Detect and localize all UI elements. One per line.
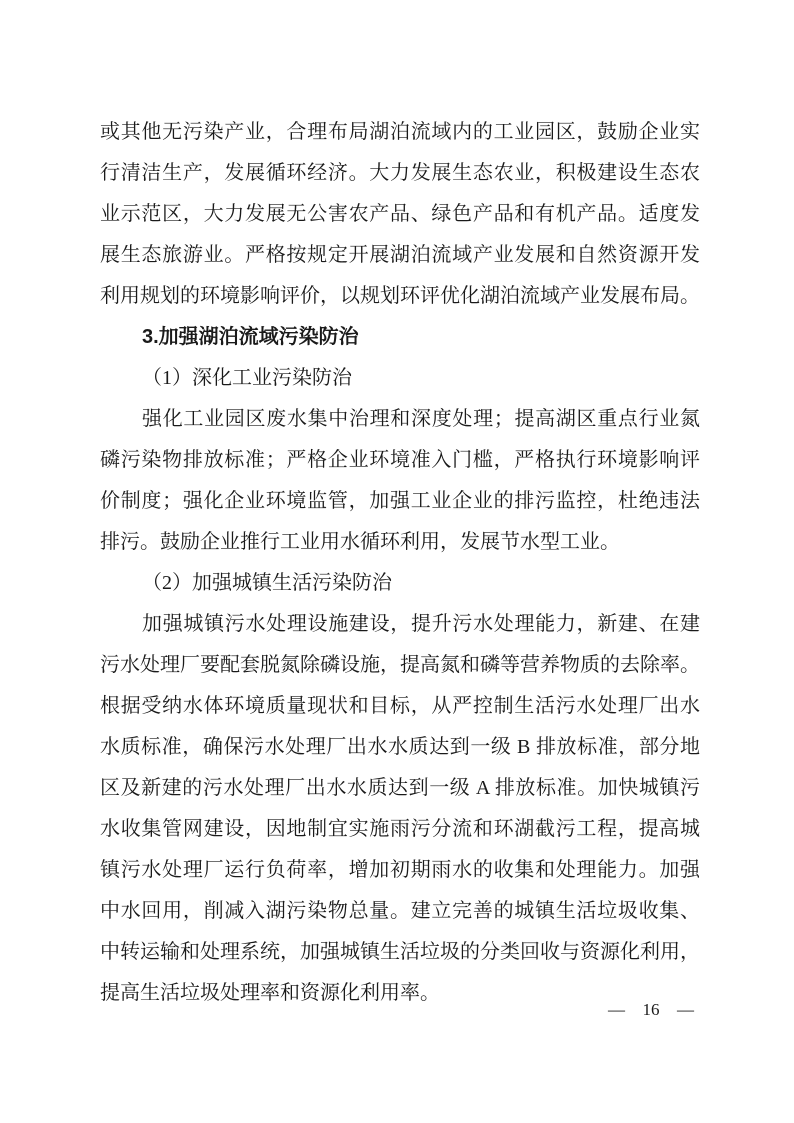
paragraph-line: 价制度；强化企业环境监管，加强工业企业的排污监控，杜绝违法 bbox=[100, 490, 700, 512]
paragraph-line: 展生态旅游业。严格按规定开展湖泊流域产业发展和自然资源开发 bbox=[100, 244, 700, 266]
paragraph-line: 污水处理厂要配套脱氮除磷设施，提高氮和磷等营养物质的去除率。 bbox=[100, 654, 700, 676]
paragraph-line: 中水回用，削减入湖污染物总量。建立完善的城镇生活垃圾收集、 bbox=[100, 900, 700, 922]
paragraph-line: 水质标准，确保污水处理厂出水水质达到一级 B 排放标准，部分地 bbox=[100, 736, 700, 758]
page-footer bbox=[608, 998, 694, 1022]
paragraph-line: 水收集管网建设，因地制宜实施雨污分流和环湖截污工程，提高城 bbox=[100, 818, 700, 840]
paragraph-line: 区及新建的污水处理厂出水水质达到一级 A 排放标准。加快城镇污 bbox=[100, 777, 700, 799]
page-number: 16 bbox=[642, 1000, 660, 1019]
paragraph-line: 中转运输和处理系统，加强城镇生活垃圾的分类回收与资源化利用， bbox=[100, 941, 700, 963]
paragraph-line: 或其他无污染产业，合理布局湖泊流域内的工业园区，鼓励企业实 bbox=[100, 121, 700, 143]
section-heading: 3.加强湖泊流域污染防治 bbox=[142, 326, 359, 348]
paragraph-line: 镇污水处理厂运行负荷率，增加初期雨水的收集和处理能力。加强 bbox=[100, 859, 700, 881]
page-number-dash-left: — bbox=[608, 1000, 625, 1019]
paragraph-line: 强化工业园区废水集中治理和深度处理；提高湖区重点行业氮 bbox=[142, 408, 700, 430]
document-body bbox=[100, 112, 700, 1014]
subsection-heading: （1）深化工业污染防治 bbox=[142, 367, 352, 389]
paragraph-line: 排污。鼓励企业推行工业用水循环利用，发展节水型工业。 bbox=[100, 531, 620, 553]
paragraph-line: 提高生活垃圾处理率和资源化利用率。 bbox=[100, 982, 440, 1004]
paragraph-line: 行清洁生产，发展循环经济。大力发展生态农业，积极建设生态农 bbox=[100, 162, 700, 184]
paragraph-line: 业示范区，大力发展无公害农产品、绿色产品和有机产品。适度发 bbox=[100, 203, 700, 225]
paragraph-line: 根据受纳水体环境质量现状和目标，从严控制生活污水处理厂出水 bbox=[100, 695, 700, 717]
subsection-heading: （2）加强城镇生活污染防治 bbox=[142, 572, 392, 594]
page-number-dash-right: — bbox=[677, 1000, 694, 1019]
paragraph-line: 利用规划的环境影响评价，以规划环评优化湖泊流域产业发展布局。 bbox=[100, 285, 700, 307]
paragraph-line: 加强城镇污水处理设施建设，提升污水处理能力，新建、在建 bbox=[142, 613, 700, 635]
paragraph-line: 磷污染物排放标准；严格企业环境准入门槛，严格执行环境影响评 bbox=[100, 449, 700, 471]
